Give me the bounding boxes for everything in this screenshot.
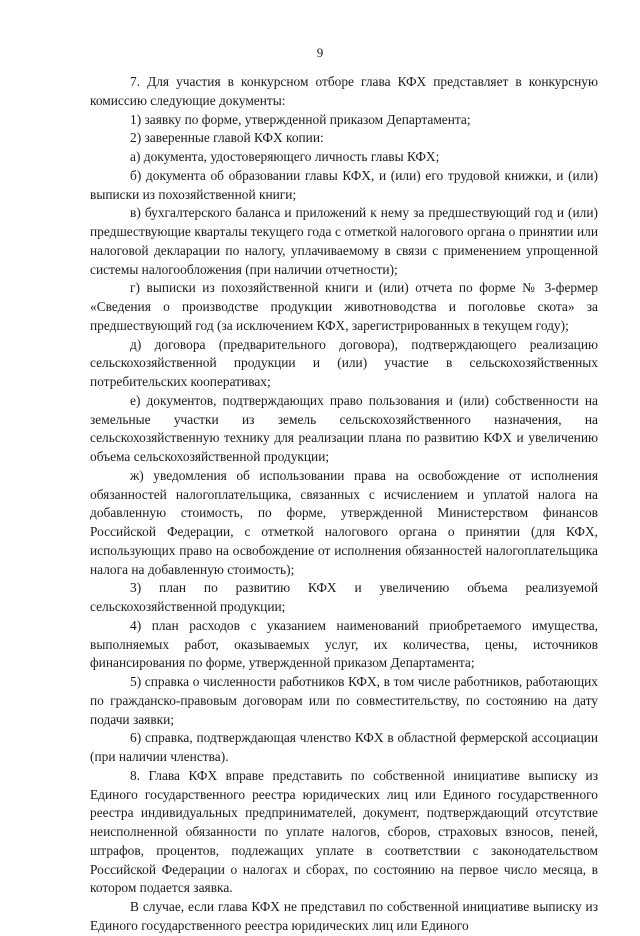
paragraph-continuation: В случае, если глава КФХ не представил по собственной инициативе выписку из Единого государственного реестра юридических лиц или Единого <box>90 899 598 933</box>
subitem-d-contract: д) договора (предварительного договора), подтверждающего реализацию сельскохозяйственной продукции и (или) участие в сельскохозяйственных потребительских кооперативах; <box>90 336 598 389</box>
paragraph-8: 8. Глава КФХ вправе представить по собственной инициативе выписку из Единого государственного реестра юридических лиц или Единого государственного реестра индивидуальных предпринимателей, документ, подтверждающий отсутствие неисполненной обязанности по уплате налогов, сборов, страховых взносов, пеней, штрафов, процентов, подлежащих уплате в соответствии с законодательством Российской Федерации о налогах и сборах, по состоянию на первое число месяца, в котором подается заявка. <box>90 767 598 896</box>
subitem-b-education: б) документа об образовании главы КФХ, и (или) его трудовой книжки, и (или) выписки из похозяйственной книги; <box>90 167 598 202</box>
subitem-g-extracts: г) выписки из похозяйственной книги и (или) отчета по форме № 3-фермер «Сведения о производстве продукции животноводства и поголовье скота» за предшествующий год (за исключением КФХ, зарегистрированных в текущем году); <box>90 280 598 333</box>
page-number: 9 <box>316 45 324 60</box>
paragraph-7: 7. Для участия в конкурсном отборе глава КФХ представляет в конкурсную комиссию следующие документы: <box>90 74 598 108</box>
item-3-plan: 3) план по развитию КФХ и увеличению объема реализуемой сельскохозяйственной продукции; <box>90 580 598 614</box>
subitem-a-identity: а) документа, удостоверяющего личность главы КФХ; <box>130 149 440 164</box>
item-4-expenses: 4) план расходов с указанием наименований приобретаемого имущества, выполняемых работ, оказываемых услуг, их количества, цены, источников финансирования по форме, утвержденной приказом Департамента; <box>90 617 598 671</box>
item-5-staff: 5) справка о численности работников КФХ, в том числе работников, работающих по гражданско-правовым договорам или по совместительству, по состоянию на дату подачи заявки; <box>90 674 598 727</box>
document-body <box>90 73 598 936</box>
subitem-e-land: е) документов, подтверждающих право пользования и (или) собственности на земельные участки из земель сельскохозяйственного назначения, на сельскохозяйственную технику для реализации плана по развитию КФХ и увеличению объема сельскохозяйственной продукции; <box>90 392 598 464</box>
item-6-membership: 6) справка, подтверждающая членство КФХ в областной фермерской ассоциации (при наличии членства). <box>90 730 598 764</box>
subitem-zh-vat-notice: ж) уведомления об использовании права на освобождение от исполнения обязанностей налогоплательщика, связанных с исчислением и уплатой налога на добавленную стоимость, по форме, утвержденной Министерством финансов Российской Федерации, с отметкой налогового органа о принятии (для КФХ, использующих право на освобождение от исполнения обязанностей налогоплательщика налога на добавленную стоимость); <box>90 467 598 577</box>
subitem-v-balance: в) бухгалтерского баланса и приложений к нему за предшествующий год и (или) предшествующие кварталы текущего года с отметкой налогового органа о принятии или налоговой декларации по налогу, уплачиваемому в связи с применением упрощенной системы налогообложения (при наличии отчетности); <box>90 205 598 277</box>
item-1-application: 1) заявку по форме, утвержденной приказом Департамента; <box>130 111 471 127</box>
item-2-copies: 2) заверенные главой КФХ копии: <box>130 130 324 146</box>
